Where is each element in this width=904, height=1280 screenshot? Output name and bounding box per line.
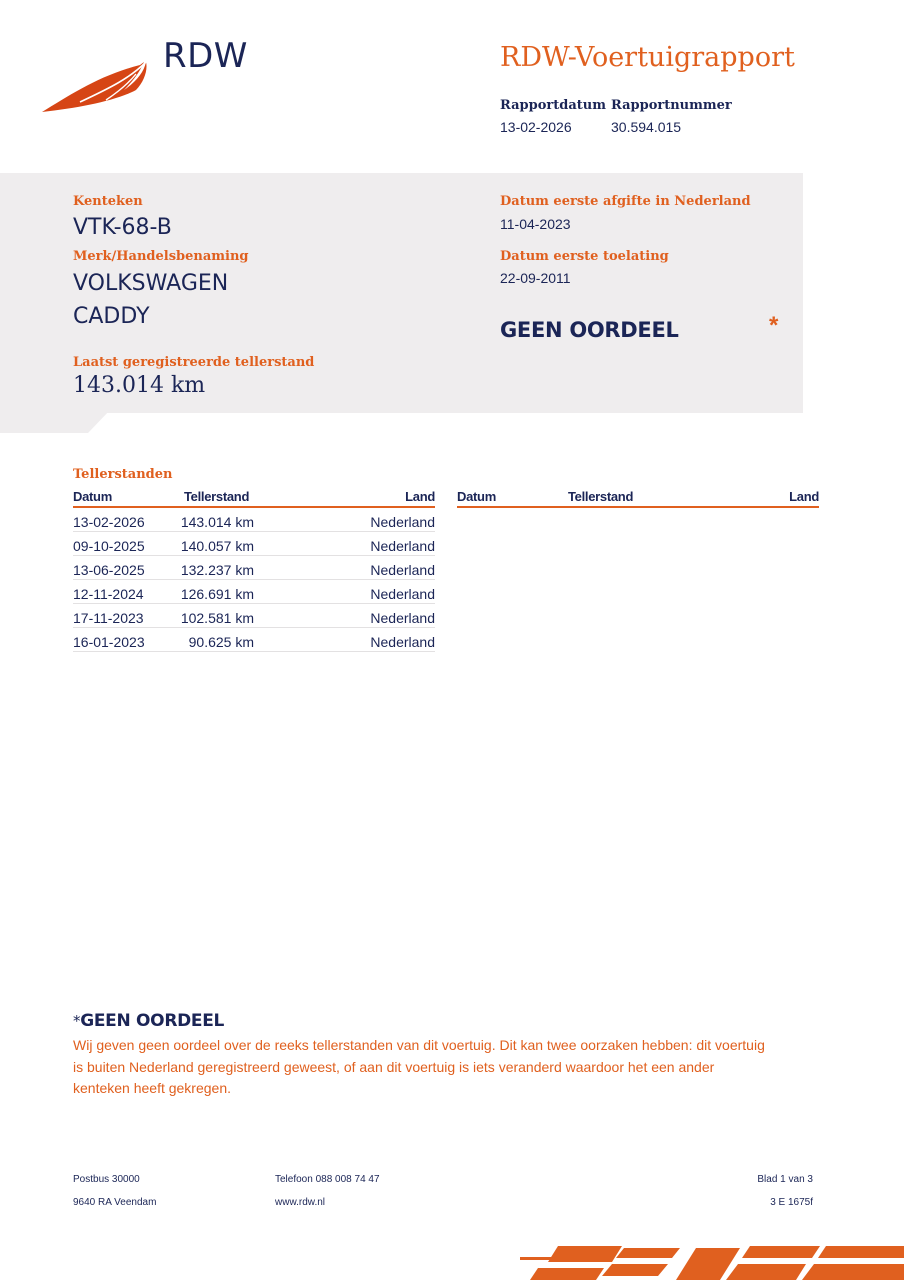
footnote-asterisk: * [73, 1012, 81, 1030]
row-odometer: 140.057 km [180, 538, 254, 554]
panel-tab-shape [0, 410, 110, 433]
row-country: Nederland [370, 610, 435, 626]
odometer-table-left [73, 488, 435, 652]
table-row [73, 532, 435, 556]
brand-label: Merk/Handelsbenaming [73, 249, 249, 264]
odometer-value: 143.014 km [73, 373, 206, 398]
col-country-header: Land [789, 489, 819, 504]
table-row [73, 628, 435, 652]
model-value: CADDY [73, 304, 150, 329]
first-admission-value: 22-09-2011 [500, 270, 571, 286]
table-row [73, 580, 435, 604]
row-odometer: 126.691 km [180, 586, 254, 602]
col-odometer-header: Tellerstand [568, 489, 634, 504]
first-admission-label: Datum eerste toelating [500, 249, 669, 264]
col-date-header: Datum [457, 489, 496, 504]
row-odometer: 90.625 km [188, 634, 254, 650]
row-odometer: 132.237 km [180, 562, 254, 578]
row-odometer: 143.014 km [180, 514, 254, 530]
plate-label: Kenteken [73, 194, 143, 209]
first-issue-nl-value: 11-04-2023 [500, 216, 571, 232]
logo-text: RDW [163, 36, 248, 76]
col-date-header: Datum [73, 489, 112, 504]
report-title: RDW-Voertuigrapport [500, 42, 795, 73]
table-header [457, 488, 819, 508]
footer-document-code: 3 E 1675f [770, 1197, 813, 1208]
row-date: 16-01-2023 [73, 634, 145, 650]
footer-phone: Telefoon 088 008 74 47 [275, 1174, 380, 1185]
footer-stripes-icon [520, 1244, 904, 1280]
row-date: 12-11-2024 [73, 586, 144, 602]
row-date: 17-11-2023 [73, 610, 144, 626]
col-country-header: Land [405, 489, 435, 504]
row-date: 13-06-2025 [73, 562, 145, 578]
row-country: Nederland [370, 562, 435, 578]
odometer-table-title: Tellerstanden [73, 467, 173, 482]
table-header [73, 488, 435, 508]
col-odometer-header: Tellerstand [184, 489, 250, 504]
row-country: Nederland [370, 634, 435, 650]
report-number: 30.594.015 [611, 119, 682, 135]
table-row [73, 556, 435, 580]
footnote-title-text: GEEN OORDEEL [80, 1011, 225, 1031]
report-date-label: Rapportdatum [500, 98, 606, 113]
footer-postbus: Postbus 30000 [73, 1174, 140, 1185]
row-country: Nederland [370, 538, 435, 554]
row-date: 13-02-2026 [73, 514, 145, 530]
brand-value: VOLKSWAGEN [73, 271, 229, 296]
odometer-label: Laatst geregistreerde tellerstand [73, 355, 315, 370]
row-country: Nederland [370, 514, 435, 530]
verdict-asterisk: * [769, 312, 779, 339]
footnote-title [73, 1011, 224, 1031]
footer-city: 9640 RA Veendam [73, 1197, 157, 1208]
plate-value: VTK-68-B [73, 215, 172, 240]
footnote-text: Wij geven geen oordeel over de reeks tellerstanden van dit voertuig. Dit kan twee oorzaken hebben: dit voertuig is buiten Nederland geregistreerd geweest, of aan dit voertuig is iets veranderd waardoor het een ander kenteken heeft gekregen. [73, 1037, 765, 1096]
report-number-label: Rapportnummer [611, 98, 732, 113]
table-row [73, 604, 435, 628]
first-issue-nl-label: Datum eerste afgifte in Nederland [500, 194, 751, 209]
footer-page-number: Blad 1 van 3 [757, 1174, 813, 1185]
row-country: Nederland [370, 586, 435, 602]
footer-website[interactable]: www.rdw.nl [275, 1197, 326, 1208]
report-date: 13-02-2026 [500, 119, 572, 135]
odometer-table-right [457, 488, 819, 508]
verdict: GEEN OORDEEL [500, 318, 679, 342]
row-odometer: 102.581 km [180, 610, 254, 626]
row-date: 09-10-2025 [73, 538, 145, 554]
table-row [73, 508, 435, 532]
